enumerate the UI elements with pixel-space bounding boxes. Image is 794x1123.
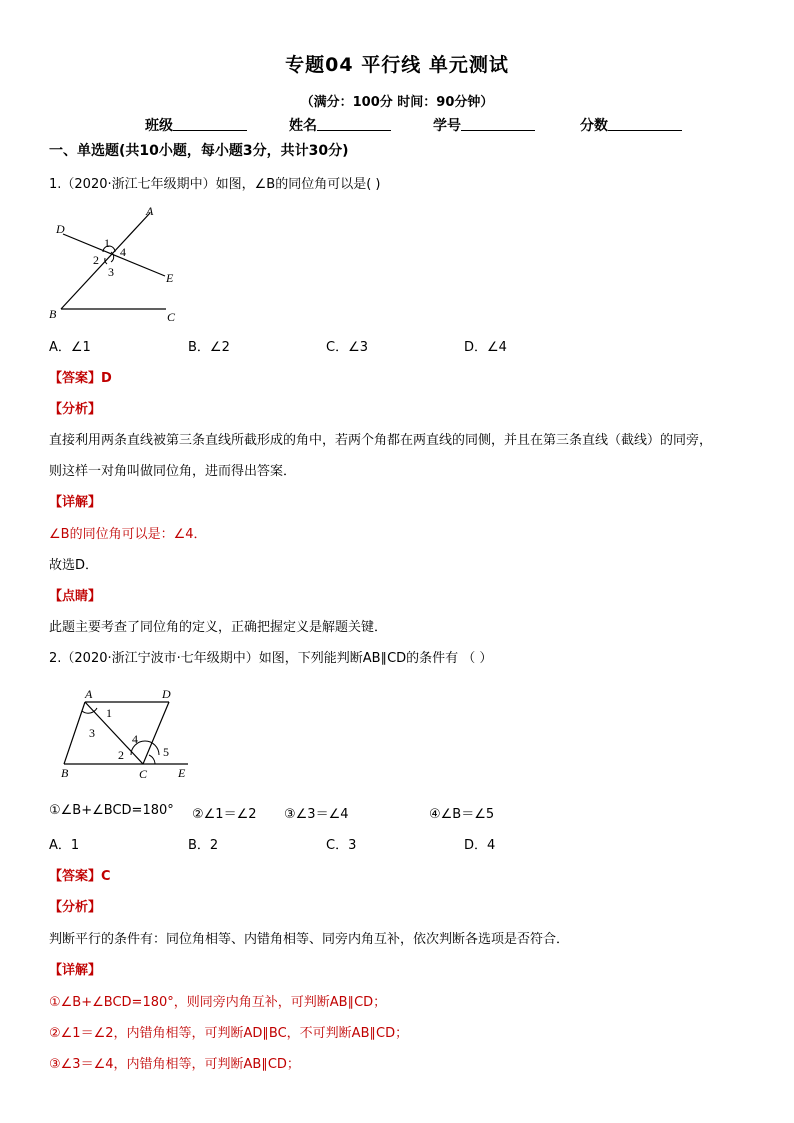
q2-option-a[interactable]: A．1 [49,838,80,853]
q1-label-b: B [49,307,57,321]
q2-label-d: D [162,687,171,701]
student-id-field[interactable] [433,115,535,135]
section-heading: 一、单选题(共10小题，每小题3分，共计30分) [49,143,349,159]
q1-label-4: 4 [120,245,126,259]
q2-condition-3: ③∠3＝∠4 [284,807,349,822]
score-field[interactable] [580,115,682,135]
q1-label-a: A [146,204,154,218]
q2-condition-1: ①∠B+∠BCD=180° [49,803,174,818]
page-title: 专题04 平行线 单元测试 [285,54,509,76]
q1-stem: 1.（2020·浙江七年级期中）如图，∠B的同位角可以是( ) [49,177,381,192]
q2-stem: 2.（2020·浙江宁波市·七年级期中）如图，下列能判断AB∥CD的条件有 （ ） [49,651,493,666]
q2-condition-4: ④∠B＝∠5 [429,807,495,822]
q2-condition-2: ②∠1＝∠2 [192,807,257,822]
q1-analysis-line1: 直接利用两条直线被第三条直线所截形成的角中，若两个角都在两直线的同侧，并且在第三条直线（截线）的同旁， [49,433,713,448]
name-blank[interactable] [317,117,391,131]
q2-angle5-arc [149,755,155,764]
q2-label-a: A [85,687,93,701]
q1-label-e: E [166,271,174,285]
q2-detail-line2: ②∠1＝∠2，内错角相等，可判断AD∥BC，不可判断AB∥CD； [49,1026,409,1041]
q2-detail-line3: ③∠3＝∠4，内错角相等，可判断AB∥CD； [49,1057,300,1072]
q2-label-2: 2 [118,748,124,762]
q2-detail-label: 【详解】 [49,963,102,978]
q1-option-c[interactable]: C．∠3 [326,340,369,355]
q1-comment-label: 【点睛】 [49,589,102,604]
q2-label-e: E [178,766,186,780]
class-label: 班级 [145,118,173,134]
q2-option-c[interactable]: C．3 [326,838,357,853]
line-de [63,234,165,276]
q1-option-d[interactable]: D．∠4 [464,340,507,355]
q1-label-c: C [167,310,176,324]
q2-label-1: 1 [106,706,112,720]
q2-label-3: 3 [89,726,95,740]
class-blank[interactable] [173,117,247,131]
q1-analysis-line2: 则这样一对角叫做同位角，进而得出答案． [49,464,297,479]
q1-label-1: 1 [104,236,110,250]
q2-label-4: 4 [132,732,138,746]
q2-detail-line1: ①∠B+∠BCD=180°，则同旁内角互补，可判断AB∥CD； [49,995,387,1010]
q1-label-2: 2 [93,253,99,267]
q2-option-d[interactable]: D．4 [464,838,496,853]
name-label: 姓名 [289,118,317,134]
name-field[interactable] [289,115,391,135]
q1-figure [45,200,195,328]
q1-detail-line1: ∠B的同位角可以是：∠4． [49,527,207,542]
q2-answer: 【答案】C [49,869,111,884]
q2-label-c: C [139,767,148,781]
q1-label-3: 3 [108,265,114,279]
student-id-blank[interactable] [461,117,535,131]
q2-option-b[interactable]: B．2 [188,838,219,853]
q2-label-5: 5 [163,745,169,759]
q1-label-d: D [56,222,65,236]
q2-figure [55,685,200,785]
q1-analysis-label: 【分析】 [49,402,102,417]
score-label: 分数 [580,118,608,134]
q1-detail-label: 【详解】 [49,495,102,510]
q1-detail-line2: 故选D． [49,558,99,573]
q2-analysis-line: 判断平行的条件有：同位角相等、内错角相等、同旁内角互补，依次判断各选项是否符合． [49,932,570,947]
q1-comment-line: 此题主要考查了同位角的定义，正确把握定义是解题关键． [49,620,388,635]
q2-label-b: B [61,766,69,780]
q1-answer: 【答案】D [49,371,112,386]
q1-option-a[interactable]: A．∠1 [49,340,91,355]
q2-analysis-label: 【分析】 [49,900,102,915]
student-id-label: 学号 [433,118,461,134]
class-field[interactable] [145,115,247,135]
score-blank[interactable] [608,117,682,131]
exam-info: （满分：100分 时间：90分钟） [300,95,494,110]
q1-option-b[interactable]: B．∠2 [188,340,230,355]
